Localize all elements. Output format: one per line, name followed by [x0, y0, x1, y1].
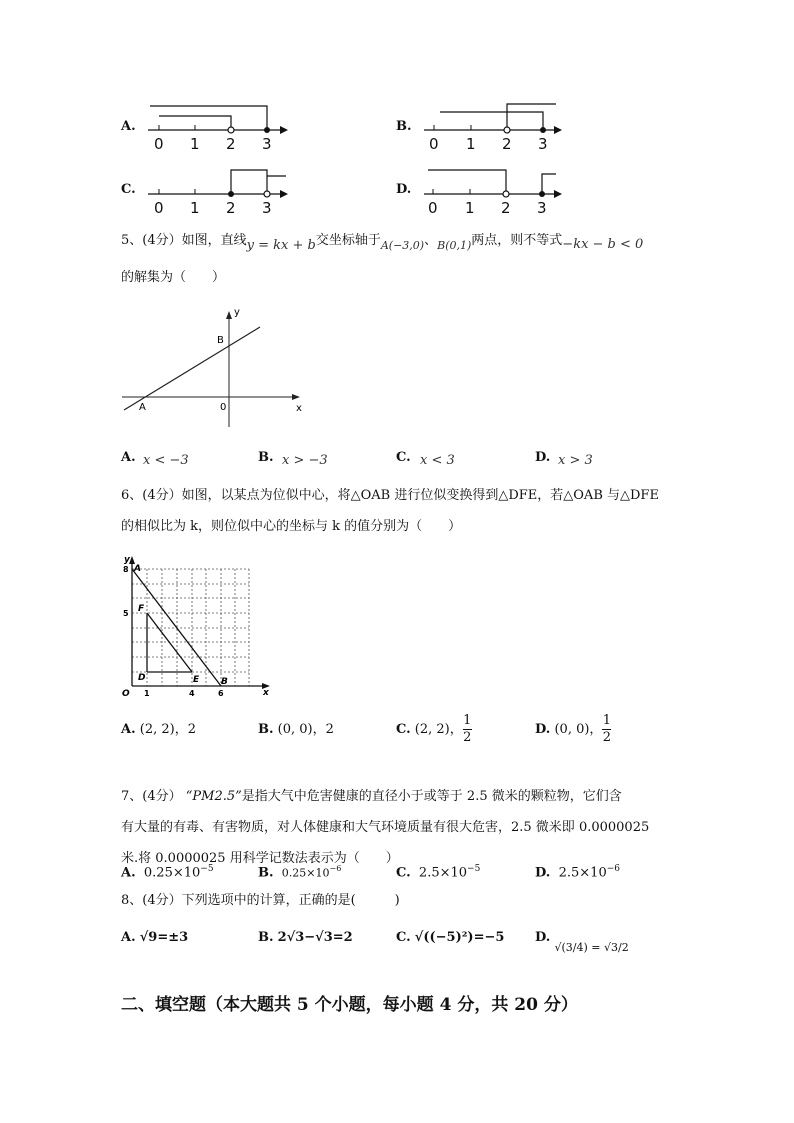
q6-option-c-label: C. [396, 722, 411, 737]
tick: 2 [501, 199, 511, 217]
q5-graph-label-o: 0 [220, 402, 227, 413]
q6-grid-figure [116, 552, 276, 698]
q7-line1-text: 是指大气中危害健康的直径小于或等于 2.5 微米的颗粒物，它们含 [241, 789, 622, 804]
q6-stem-line1: 6、(4分）如图，以某点为位似中心，将△OAB 进行位似变换得到△DFE，若△OAB 与△DFE [121, 488, 659, 503]
section-2-heading: 二、填空题（本大题共 5 个小题，每小题 4 分，共 20 分） [121, 995, 578, 1015]
q7-option-a-label: A. [121, 865, 136, 881]
q7-option-c-exp: −5 [467, 864, 481, 874]
tick: 0 [154, 135, 164, 153]
q6-option-a [121, 720, 196, 740]
q5-inequality: −kx − b < 0 [562, 237, 644, 252]
tick: 0 [154, 199, 164, 217]
q6-option-b [258, 720, 334, 740]
tick: 3 [262, 135, 272, 153]
q6-label-b: B [221, 677, 228, 687]
q7-pm25: “PM2.5” [185, 789, 242, 804]
q6-label-a: A [134, 564, 141, 574]
tick: 1 [465, 199, 475, 217]
q8-option-d-label: D. [535, 930, 551, 945]
q7-option-d [535, 859, 620, 883]
q6-option-d [535, 712, 611, 748]
q6-option-d-fraction [602, 713, 611, 746]
q7-option-b [258, 859, 341, 883]
q5-option-c-label: C. [396, 450, 411, 465]
tick: 3 [537, 199, 547, 217]
q6-label-f: F [138, 604, 145, 614]
q5-stem-a: 5、(4分）如图，直线 [121, 233, 247, 248]
q8-option-b-value: 2√3−√3=2 [277, 930, 353, 945]
q5-graph-label-x: x [296, 403, 302, 414]
q8-option-b [258, 928, 353, 948]
q8-option-c [396, 928, 504, 948]
q6-tick-8: 8 [123, 565, 129, 574]
q4-option-c-numberline [140, 162, 290, 200]
q5-option-b-value: x > −3 [282, 453, 328, 468]
q8-option-d-value: √(3/4) = √3/2 [554, 941, 629, 954]
tick: 1 [190, 135, 200, 153]
q7-stem-line1 [121, 787, 622, 807]
tick: 1 [466, 135, 476, 153]
q7-option-d-base: 2.5×10 [558, 865, 607, 881]
q5-stem-c: 两点，则不等式 [471, 233, 563, 248]
q5-stem-line1 [121, 231, 643, 251]
q5-eq-line: y = kx + b [246, 238, 316, 253]
q8-option-d [535, 928, 629, 954]
q7-option-a-base: 0.25×10 [143, 865, 201, 881]
numerator: 1 [602, 713, 612, 728]
q6-option-c-fraction [463, 713, 472, 746]
tick: 1 [190, 199, 200, 217]
q7-option-a [121, 859, 214, 883]
q6-tick-6: 6 [218, 689, 224, 698]
q6-option-c-value: (2, 2)， [414, 722, 463, 737]
q7-stem-line2: 有大量的有毒、有害物质，对人体健康和大气环境质量有很大危害，2.5 微米即 0.0000025 [121, 820, 650, 835]
q4-option-d-numberline [418, 162, 568, 200]
tick: 2 [502, 135, 512, 153]
q7-option-b-label: B. [258, 865, 274, 881]
q5-option-b-label: B. [258, 450, 274, 465]
tick: 3 [538, 135, 548, 153]
tick: 0 [428, 199, 438, 217]
q8-option-b-label: B. [258, 930, 274, 945]
q5-option-d-value: x > 3 [558, 453, 593, 468]
q4-option-b-label: B. [396, 119, 412, 134]
q8-option-a-label: A. [121, 930, 136, 945]
q6-label-x: x [263, 688, 269, 698]
q5-graph [118, 303, 308, 431]
q6-option-a-label: A. [121, 722, 136, 737]
q4-option-a-label: A. [121, 119, 136, 134]
q7-option-d-exp: −6 [606, 864, 620, 874]
tick: 3 [262, 199, 272, 217]
tick: 2 [226, 199, 236, 217]
q6-tick-1: 1 [144, 689, 150, 698]
q4-option-d-label: D. [396, 182, 412, 197]
q7-option-b-exp: −6 [329, 864, 342, 873]
q7-option-c [396, 859, 480, 883]
tick: 2 [226, 135, 236, 153]
q8-option-c-value: √((−5)²)=−5 [414, 930, 505, 945]
q7-option-d-label: D. [535, 865, 551, 881]
denominator: 2 [463, 730, 472, 745]
q5-option-a-value: x < −3 [143, 453, 189, 468]
q5-option-d-label: D. [535, 450, 551, 465]
q6-option-a-value: (2, 2)，2 [139, 722, 196, 737]
q5-point-a: A(−3,0) [380, 239, 425, 252]
q5-stem-d: 的解集为（ ） [121, 270, 226, 285]
q8-stem: 8、(4分）下列选项中的计算，正确的是( ) [121, 893, 400, 908]
q4-option-a-numberline [140, 98, 290, 136]
q6-option-c [396, 712, 472, 748]
q6-label-e: E [193, 675, 200, 685]
q6-tick-4: 4 [189, 689, 195, 698]
q7-option-c-base: 2.5×10 [418, 865, 468, 881]
q5-option-a-label: A. [121, 450, 136, 465]
q7-option-b-base: 0.25×10 [281, 866, 330, 880]
q8-option-a [121, 928, 188, 948]
q5-graph-label-a: A [139, 402, 146, 413]
q6-label-y: y [124, 555, 130, 565]
numerator: 1 [463, 713, 472, 728]
q8-option-c-label: C. [396, 930, 411, 945]
q6-option-d-label: D. [535, 722, 551, 737]
q7-option-a-exp: −5 [200, 864, 214, 874]
q7-option-c-label: C. [396, 865, 411, 881]
q5-point-b: B(0,1) [437, 239, 472, 252]
q6-label-d: D [138, 673, 146, 683]
q6-tick-5: 5 [123, 609, 129, 618]
q4-option-c-label: C. [121, 182, 136, 197]
q7-stem-line3: 米.将 0.0000025 用科学记数法表示为（ ） [121, 851, 399, 866]
tick: 0 [429, 135, 439, 153]
q6-label-o: O [122, 689, 130, 698]
q6-option-b-value: (0, 0)，2 [277, 722, 334, 737]
denominator: 2 [602, 730, 612, 745]
q7-lead: 7、(4分） [121, 789, 182, 804]
q5-stem-b: 交坐标轴于 [315, 233, 381, 248]
q5-option-c-value: x < 3 [420, 453, 455, 468]
q5-graph-label-y: y [234, 307, 240, 318]
q6-option-b-label: B. [258, 722, 274, 737]
q5-graph-label-b: B [217, 335, 224, 346]
q6-option-d-value: (0, 0)， [554, 722, 603, 737]
q6-stem-line2: 的相似比为 k，则位似中心的坐标与 k 的值分别为（ ） [121, 519, 462, 534]
q5-sep: 、 [424, 233, 438, 248]
q8-option-a-value: √9=±3 [139, 930, 189, 945]
q4-option-b-numberline [418, 98, 568, 136]
